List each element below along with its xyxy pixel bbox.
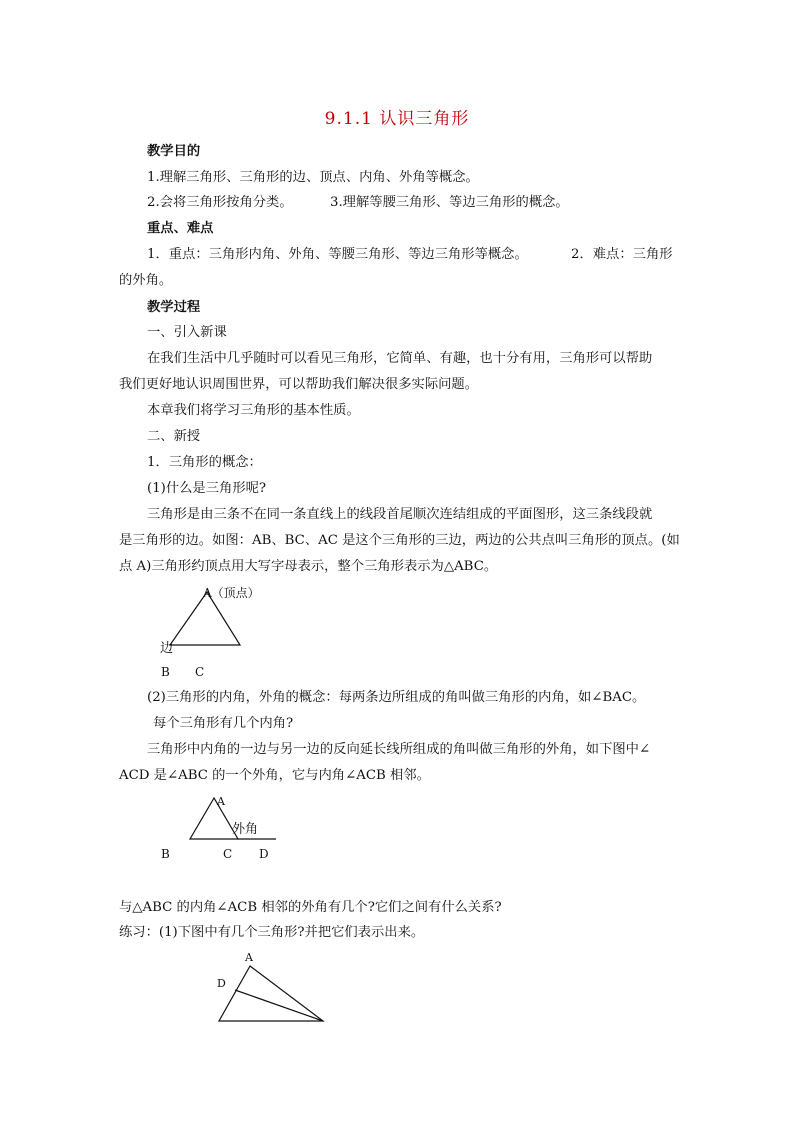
key-point-line: 1．重点：三角形内角、外角、等腰三角形、等边三角形等概念。 [147,247,528,262]
difficult-point-line: 2．难点：三角形 [571,247,673,262]
segment-d [235,990,323,1021]
heading-teaching-goals: 教学目的 [147,144,201,159]
part1-title: 一、引入新课 [147,325,227,340]
intro-line-2: 我们更好地认识周围世界，可以帮助我们解决很多实际问题。 [119,377,479,392]
question-2: (2)三角形的内角，外角的概念：每两条边所组成的角叫做三角形的内角，如∠BAC。 [147,690,646,705]
definition-line-2: 是三角形的边。如图：AB、BC、AC 是这个三角形的三边，两边的公共点叫三角形的顶点。(如 [119,533,680,548]
intro-line-3: 本章我们将学习三角形的基本性质。 [147,403,360,418]
fig1-label-b: B [161,665,170,679]
goal-item-2: 2.会将三角形按角分类。 [147,195,293,210]
fig3-label-d: D [217,977,226,990]
exercise-1: 练习：(1)下图中有几个三角形?并把它们表示出来。 [119,925,425,940]
question-2-sub: 每个三角形有几个内角? [153,716,294,731]
goal-item-1: 1.理解三角形、三角形的边、顶点、内角、外角等概念。 [147,170,479,185]
question-exterior-count: 与△ABC 的内角∠ACB 相邻的外角有几个?它们之间有什么关系? [119,900,502,915]
figure-3-triangles [219,966,323,1021]
heading-key-points: 重点、难点 [147,221,214,236]
definition-line-1: 三角形是由三条不在同一条直线上的线段首尾顺次连结组成的平面图形，这三条线段就 [147,507,653,522]
concept-title: 1．三角形的概念： [147,455,262,470]
fig1-label-a: A（顶点） [203,586,260,600]
intro-line-1: 在我们生活中几乎随时可以看见三角形，它简单、有趣，也十分有用，三角形可以帮助 [147,351,653,366]
goal-item-3: 3.理解等腰三角形、等边三角形的概念。 [330,195,569,210]
definition-line-3: 点 A)三角形约顶点用大写字母表示，整个三角形表示为△ABC。 [119,559,498,574]
fig1-label-side: 边 [160,641,174,656]
fig3-label-a: A [245,951,253,964]
question-1: (1)什么是三角形呢? [147,481,267,496]
part2-title: 二、新授 [147,429,201,444]
fig2-label-c: C [223,847,233,861]
fig2-label-a: A [217,795,225,808]
fig2-label-exterior: 外角 [232,822,259,837]
page-title: 9.1.1 认识三角形 [324,109,470,129]
fig1-label-c: C [195,665,205,679]
fig2-label-b: B [161,847,170,861]
exterior-line-1: 三角形中内角的一边与另一边的反向延长线所组成的角叫做三角形的外角，如下图中∠ [147,742,651,757]
exterior-line-2: ACD 是∠ABC 的一个外角，它与内角∠ACB 相邻。 [119,768,430,783]
fig2-label-d: D [259,847,269,861]
difficult-point-cont: 的外角。 [119,273,173,288]
heading-teaching-process: 教学过程 [147,300,201,315]
